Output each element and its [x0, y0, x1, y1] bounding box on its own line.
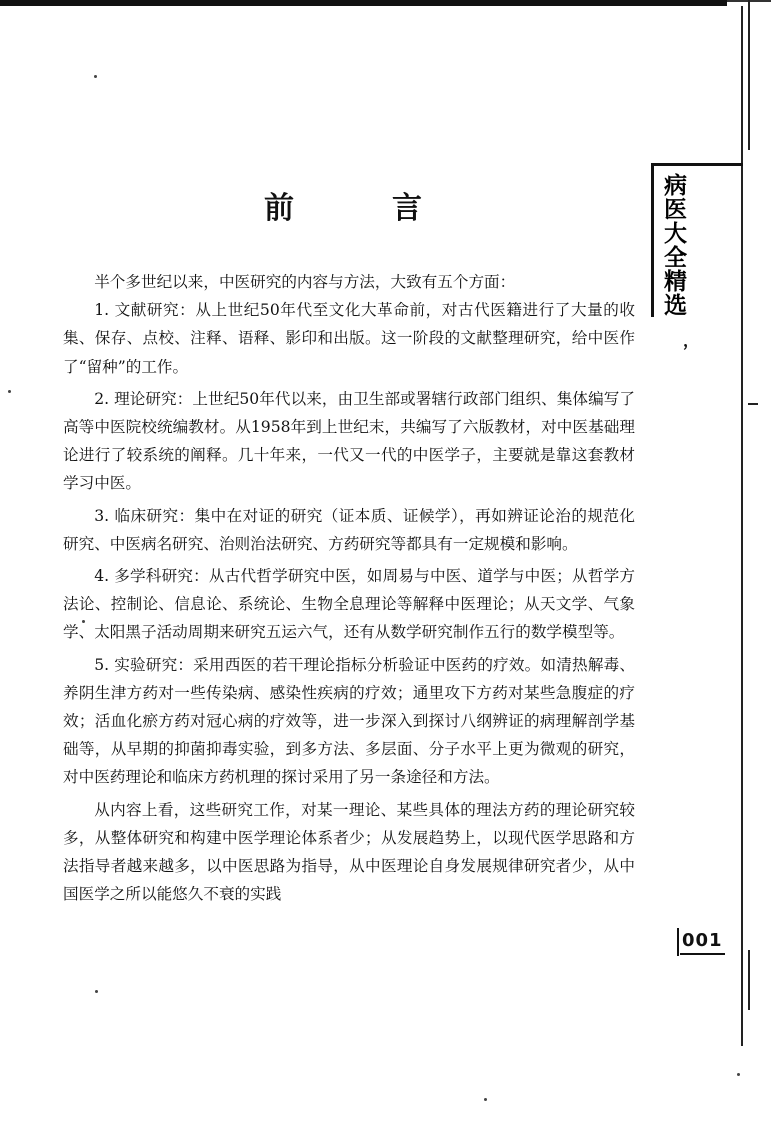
top-border-rule [0, 0, 727, 6]
paragraph-summary: 从内容上看，这些研究工作，对某一理论、某些具体的理法方药的理论研究较多，从整体研究和构建中医学理论体系者少；从发展趋势上，以现代医学思路和方法指导者越来越多，以中医思路为指导，从中医理论自身发展规律研究者少，从中国医学之所以能悠久不衰的实践 [63, 800, 635, 904]
paragraph-clinical: 3. 临床研究：集中在对证的研究（证本质、证候学），再如辨证论治的规范化研究、中医病名研究、治则治法研究、方药研究等都具有一定规模和影响。 [63, 506, 635, 553]
page-number-rule [677, 928, 679, 956]
margin-tick [748, 403, 758, 405]
right-margin-rule-outer [748, 0, 750, 150]
page-number: 001 [680, 930, 725, 955]
side-tab-top-rule [651, 163, 743, 166]
scan-speck [8, 390, 11, 393]
paragraph-experimental: 5. 实验研究：采用西医的若干理论指标分析验证中医药的疗效。如清热解毒、养阴生津方药对一些传染病、感染性疾病的疗效；通里攻下方药对某些急腹症的疗效；活血化瘀方药对冠心病的疗效等，进一步深入到探讨八纲辨证的病理解剖学基础等，从早期的抑菌抑毒实验，到多方法、多层面、分子水平上更为微观的研究，对中医药理论和临床方药机理的探讨采用了另一条途径和方法。 [63, 655, 635, 787]
side-mark: ， [683, 331, 700, 350]
scan-speck [95, 990, 98, 993]
paragraph-intro: 半个多世纪以来，中医研究的内容与方法，大致有五个方面： [94, 273, 516, 291]
body-text [63, 268, 635, 908]
side-book-title: 病医大全精选 [660, 173, 686, 317]
side-running-title [651, 163, 743, 940]
scan-speck [737, 1073, 740, 1076]
page-title: 前 言 [264, 191, 456, 226]
paragraph-multidiscipline: 4. 多学科研究：从古代哲学研究中医，如周易与中医、道学与中医；从哲学方法论、控制论、信息论、系统论、生物全息理论等解释中医理论；从天文学、气象学、太阳黑子活动周期来研究五运六气，还有从数学研究制作五行的数学模型等。 [63, 567, 635, 642]
scan-speck [94, 75, 97, 78]
scan-speck [82, 620, 85, 623]
margin-tick-lower [748, 950, 750, 1010]
scan-speck [484, 1098, 487, 1101]
paragraph-literature: 1. 文献研究：从上世纪50年代至文化大革命前，对古代医籍进行了大量的收集、保存、点校、注释、语释、影印和出版。这一阶段的文献整理研究，给中医作了“留种”的工作。 [63, 301, 635, 376]
paragraph-theory: 2. 理论研究：上世纪50年代以来，由卫生部或署辖行政部门组织、集体编写了高等中医院校统编教材。从1958年到上世纪末，共编写了六版教材，对中医基础理论进行了较系统的阐释。几十年来，一代又一代的中医学子，主要就是靠这套教材学习中医。 [63, 389, 635, 493]
